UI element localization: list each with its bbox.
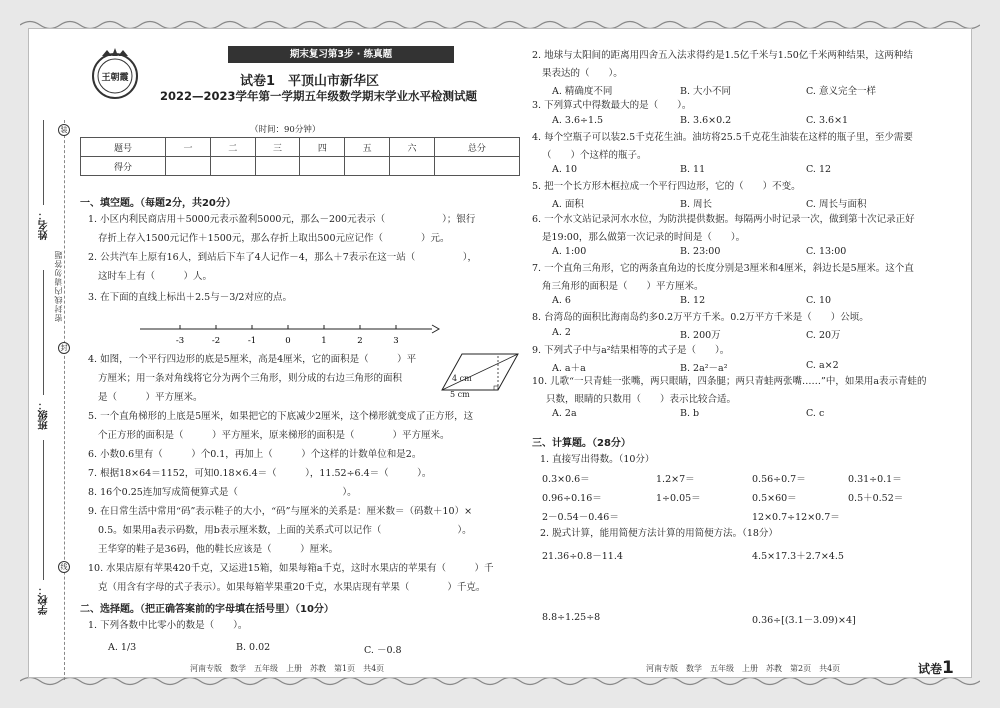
brand-logo-icon [88,46,142,100]
section-1-title: 一、填空题。（每题2分，共20分） [80,198,236,209]
name-line [43,120,44,205]
score-input-cell[interactable] [166,157,211,176]
section-3-title: 三、计算题。（28分） [532,438,631,449]
question-text: 方厘米；用一条对角线将它分为两个三角形，则分成的右边三角形的面积 [98,373,403,384]
score-input-cell[interactable] [210,157,255,176]
calc-item: 12×0.7÷12×0.7＝ [752,512,840,523]
number-line-tick-label: -1 [247,336,257,346]
question-text: 8. 16个0.25连加写成简便算式是（ ）。 [88,487,357,498]
calc-expression: 0.36÷[(3.1－3.09)×4] [752,615,856,626]
question-text: 4. 每个空瓶子可以装2.5千克花生油。油坊将25.5千克花生油装在这样的瓶子里，至少需要 [532,132,913,143]
option-a[interactable]: A. 面积 [552,199,584,210]
option-c[interactable]: C. 12 [806,164,832,175]
svg-text:王朝霞: 王朝霞 [101,73,129,83]
score-cell: 五 [345,138,390,157]
question-text: 10. 水果店原有苹果420千克，又运进15箱，如果每箱a千克，这时水果店的苹果有（ ）千 [88,563,494,574]
option-a[interactable]: A. 精确度不同 [552,86,613,97]
score-input-cell[interactable] [300,157,345,176]
calc-item: 1.2×7＝ [656,474,695,485]
number-line[interactable] [140,320,440,348]
binding-mark-2: 封 [58,342,70,354]
option-c[interactable]: C. 周长与面积 [806,199,867,210]
option-c[interactable]: C. 3.6×1 [806,115,849,126]
question-text: 角三角形的面积是（ ）平方厘米。 [542,281,704,292]
paper-mark-number: 1 [942,658,954,678]
question-text: 8. 台湾岛的面积比海南岛约多0.2万平方千米。0.2万平方千米是（ ）公顷。 [532,312,869,323]
question-text: 1. 小区内利民商店用＋5000元表示盈利5000元，那么－200元表示（ ）；银行 [88,214,476,225]
question-text: 1. 下列各数中比零小的数是（ ）。 [88,620,248,631]
question-text: 5. 把一个长方形木框拉成一个平行四边形，它的（ ）不变。 [532,181,801,192]
score-cell: 得分 [81,157,166,176]
option-a[interactable]: A. 6 [552,295,571,306]
score-cell: 六 [390,138,435,157]
question-text: 2. 脱式计算，能用简便方法计算的用简便方法。（18分） [540,528,778,539]
question-text: 克（用含有字母的式子表示）。如果每箱苹果重20千克，水果店现有苹果（ ）千克。 [98,582,486,593]
score-input-cell[interactable] [434,157,519,176]
paper-mark-label: 试卷 [918,662,943,676]
class-label: 班级： [39,400,50,430]
number-line-tick-label: 1 [321,336,327,346]
binding-mark-1: 装 [58,124,70,136]
question-text: 是（ ）平方厘米。 [98,392,203,403]
question-text: 5. 一个直角梯形的上底是5厘米，如果把它的下底减少2厘米，这个梯形就变成了正方形，这 [88,411,474,422]
calc-expression: 21.36÷0.8－11.4 [542,551,623,562]
option-a[interactable]: A. 1/3 [108,642,137,653]
school-line [43,440,44,580]
option-b[interactable]: B. 0.02 [236,642,271,653]
question-text: 是19:00，那么做第一次记录的时间是（ ）。 [542,232,746,243]
question-text: 7. 一个直角三角形，它的两条直角边的长度分别是3厘米和4厘米，斜边长是5厘米。这个直 [532,263,914,274]
question-text: 1. 直接写出得数。（10分） [540,454,655,465]
calc-item: 1÷0.05＝ [656,493,701,504]
option-a[interactable]: A. 3.6÷1.5 [552,115,604,126]
question-text: 7. 根据18×64＝1152，可知0.18×6.4＝（ ），11.52÷6.4＝（ ）。 [88,468,432,479]
score-cell: 三 [255,138,300,157]
score-input-cell[interactable] [255,157,300,176]
question-text: 2. 公共汽车上原有16人，到站后下车了4人记作－4，那么＋7表示在这一站（ ）， [88,252,478,263]
number-line-tick-label: -3 [175,336,185,346]
score-table-header-row [81,138,520,157]
question-text: 0.5。如果用a表示码数，用b表示厘米数，上面的关系式可以记作（ ）。 [98,525,472,536]
figure-height-label: 4 cm [452,374,472,383]
question-text: 只数，眼睛的只数用（ ）表示比较合适。 [546,394,737,405]
time-limit: （时间：90分钟） [250,125,321,135]
option-a[interactable]: A. 2a [552,408,577,419]
question-text: 2. 地球与太阳间的距离用四舍五入法求得约是1.5亿千米与1.50亿千米两种结果，这两种结 [532,50,913,61]
option-c[interactable]: C. c [806,408,825,419]
option-c[interactable]: C. 20万 [806,330,841,341]
figure-base-label: 5 cm [450,390,470,399]
score-table [80,137,520,176]
calc-expression: 8.8÷1.25÷8 [542,612,601,623]
binding-dashed-line [64,120,65,680]
option-c[interactable]: C. 10 [806,295,832,306]
option-b[interactable]: B. 12 [680,295,706,306]
option-a[interactable]: A. 2 [552,327,571,338]
option-a[interactable]: A. a＋a [552,363,586,374]
school-label: 学校： [39,585,50,615]
option-b[interactable]: B. 23:00 [680,246,721,257]
calc-item: 0.3×0.6＝ [542,474,590,485]
number-line-tick-label: 3 [393,336,399,346]
calc-item: 0.5＋0.52＝ [848,493,904,504]
option-b[interactable]: B. 200万 [680,330,721,341]
class-line [43,270,44,395]
binding-note: 密封线内请勿答题 [54,250,63,322]
score-cell: 总分 [434,138,519,157]
calc-item: 0.96÷0.16＝ [542,493,602,504]
score-cell: 一 [166,138,211,157]
calc-expression: 4.5×17.3＋2.7×4.5 [752,551,844,562]
exam-title: 试卷1 平顶山市新华区 [240,74,380,89]
question-text: 存折上存入1500元记作＋1500元，那么存折上取出500元应记作（ ）元。 [98,233,450,244]
question-text: 9. 下列式子中与a²结果相等的式子是（ ）。 [532,345,730,356]
footer-right: 河南专版 数学 五年级 上册 苏教 第2页 共4页 [646,664,841,673]
number-line-tick-label: -2 [211,336,221,346]
option-c[interactable]: C. 13:00 [806,246,847,257]
score-cell: 二 [210,138,255,157]
question-text: 3. 在下面的直线上标出＋2.5与－3/2对应的点。 [88,292,292,303]
question-text: 6. 一个水文站记录河水水位，为防洪提供数据。每隔两小时记录一次，做到第十次记录正好 [532,214,915,225]
number-line-tick-label: 2 [357,336,363,346]
paper-number-mark [918,658,954,678]
question-text: 3. 下列算式中得数最大的是（ ）。 [532,100,692,111]
footer-left: 河南专版 数学 五年级 上册 苏教 第1页 共4页 [190,664,385,673]
calc-item: 0.56÷0.7＝ [752,474,806,485]
option-b[interactable]: B. 3.6×0.2 [680,115,732,126]
calc-item: 0.5×60＝ [752,493,797,504]
header-badge: 期末复习第3步 · 练真题 [228,46,454,63]
question-text: 这时车上有（ ）人。 [98,271,213,282]
number-line-tick-label: 0 [285,336,291,346]
question-text: 9. 在日常生活中常用“码”表示鞋子的大小，“码”与厘米的关系是：厘米数＝（码数＋10）× [88,506,473,517]
binding-mark-3: 线 [58,561,70,573]
calc-item: 0.31÷0.1＝ [848,474,902,485]
option-c[interactable]: C. －0.8 [364,645,402,656]
score-table-score-row [81,157,520,176]
score-cell: 题号 [81,138,166,157]
question-text: 王华穿的鞋子是36码，他的鞋长应该是（ ）厘米。 [98,544,339,555]
name-label: 姓名： [39,210,50,240]
question-text: 4. 如图，一个平行四边形的底是5厘米，高是4厘米，它的面积是（ ）平 [88,354,417,365]
option-b[interactable]: B. 11 [680,164,706,175]
question-text: （ ）个这样的瓶子。 [542,150,647,161]
option-b[interactable]: B. 周长 [680,199,713,210]
option-b[interactable]: B. 2a²－a² [680,363,728,374]
score-cell: 四 [300,138,345,157]
option-c[interactable]: C. 意义完全一样 [806,86,876,97]
option-b[interactable]: B. 大小不同 [680,86,732,97]
score-input-cell[interactable] [390,157,435,176]
option-a[interactable]: A. 1:00 [552,246,587,257]
calc-item: 2－0.54－0.46＝ [542,512,619,523]
option-c[interactable]: C. a×2 [806,360,839,371]
option-b[interactable]: B. b [680,408,700,419]
question-text: 果表达的（ ）。 [542,68,623,79]
exam-subtitle: 2022—2023学年第一学期五年级数学期末学业水平检测试题 [160,89,478,103]
score-input-cell[interactable] [345,157,390,176]
option-a[interactable]: A. 10 [552,164,577,175]
question-text: 个正方形的面积是（ ）平方厘米，原来梯形的面积是（ ）平方厘米。 [98,430,450,441]
question-text: 6. 小数0.6里有（ ）个0.1，再加上（ ）个这样的计数单位和是2。 [88,449,422,460]
section-2-title: 二、选择题。（把正确答案前的字母填在括号里）（10分） [80,604,334,615]
question-text: 10. 儿歌“一只青蛙一张嘴，两只眼睛，四条腿；两只青蛙两张嘴……”中，如果用a表示青蛙的 [532,376,927,387]
